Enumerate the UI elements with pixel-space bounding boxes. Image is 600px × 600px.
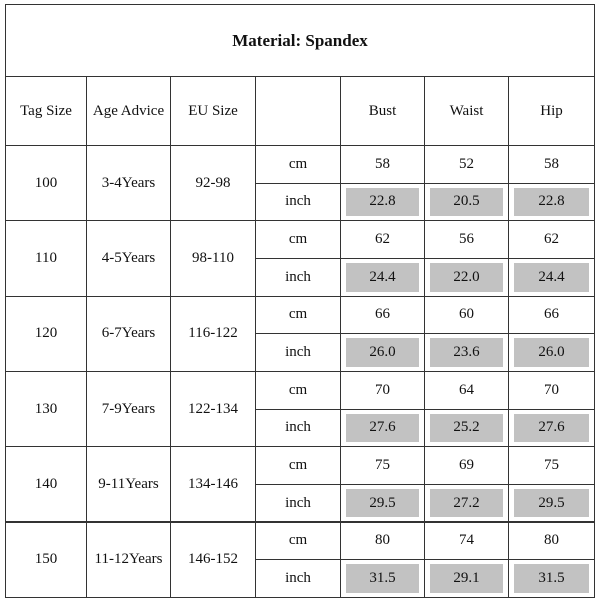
row-3-unit-inch-text: inch bbox=[285, 419, 311, 436]
row-1-inch-hip bbox=[508, 258, 595, 297]
row-1-unit-cm-text: cm bbox=[288, 231, 308, 248]
row-3-age-advice-text: 7-9Years bbox=[101, 400, 156, 417]
row-3-unit-inch bbox=[255, 409, 341, 448]
row-5-cm-bust bbox=[340, 522, 425, 561]
row-3-cm-waist bbox=[424, 371, 509, 410]
row-4-unit-cm-text: cm bbox=[288, 457, 308, 473]
row-0-tag-size bbox=[5, 145, 87, 221]
row-1-cm-waist bbox=[424, 220, 509, 259]
row-2-age-advice bbox=[86, 296, 171, 372]
header-waist bbox=[424, 76, 509, 146]
row-1-cm-waist-text: 56 bbox=[459, 231, 474, 248]
inch-value-text: 24.4 bbox=[538, 268, 565, 285]
row-4-age-advice-text: 9-11Years bbox=[98, 475, 159, 492]
row-0-eu-size-text: 92-98 bbox=[195, 174, 231, 191]
table-title-text: Material: Spandex bbox=[232, 30, 368, 50]
row-0-inch-hip bbox=[508, 183, 595, 222]
row-1-age-advice bbox=[86, 220, 171, 296]
header-hip bbox=[508, 76, 595, 146]
inch-value-text: 22.8 bbox=[538, 193, 565, 210]
row-2-cm-waist bbox=[424, 296, 509, 335]
inch-value-text: 29.5 bbox=[538, 494, 565, 511]
row-1-unit-inch bbox=[255, 258, 341, 297]
row-0-tag-size-text: 100 bbox=[34, 174, 58, 191]
row-3-eu-size-text: 122-134 bbox=[188, 400, 238, 417]
row-0-eu-size bbox=[170, 145, 256, 221]
row-0-inch-waist bbox=[424, 183, 509, 222]
row-2-unit-inch bbox=[255, 333, 341, 372]
row-1-inch-waist bbox=[424, 258, 509, 297]
row-4-unit-inch-text: inch bbox=[285, 494, 311, 511]
row-4-inch-waist bbox=[424, 484, 509, 523]
row-1-age-advice-text: 4-5Years bbox=[101, 249, 156, 266]
row-4-cm-bust-text: 75 bbox=[375, 457, 390, 473]
header-age-advice-text: Age Advice bbox=[92, 102, 165, 119]
row-2-cm-hip bbox=[508, 296, 595, 335]
row-2-cm-bust bbox=[340, 296, 425, 335]
header-bust bbox=[340, 76, 425, 146]
row-1-tag-size-text: 110 bbox=[35, 249, 57, 266]
row-3-cm-hip bbox=[508, 371, 595, 410]
row-4-unit-cm bbox=[255, 446, 341, 485]
header-unit bbox=[255, 76, 341, 146]
row-4-tag-size bbox=[5, 446, 87, 522]
row-0-cm-hip bbox=[508, 145, 595, 184]
row-5-cm-hip-text: 80 bbox=[544, 532, 559, 549]
inch-value-text: 26.0 bbox=[538, 344, 565, 361]
row-2-cm-bust-text: 66 bbox=[375, 306, 390, 323]
row-5-unit-inch-text: inch bbox=[285, 569, 311, 586]
row-2-unit-cm bbox=[255, 296, 341, 335]
row-3-unit-cm-text: cm bbox=[288, 381, 308, 398]
row-2-tag-size-text: 120 bbox=[34, 325, 58, 342]
row-5-cm-waist-text: 74 bbox=[459, 532, 474, 549]
row-2-unit-cm-text: cm bbox=[288, 306, 308, 323]
row-5-tag-size-text: 150 bbox=[34, 551, 58, 568]
row-0-inch-bust bbox=[340, 183, 425, 222]
row-3-tag-size-text: 130 bbox=[34, 400, 58, 417]
row-5-inch-hip bbox=[508, 559, 595, 598]
row-4-cm-bust bbox=[340, 446, 425, 485]
row-0-unit-cm-text: cm bbox=[288, 155, 308, 172]
row-1-unit-inch-text: inch bbox=[285, 268, 311, 285]
inch-value-text: 27.2 bbox=[453, 494, 480, 511]
row-1-inch-bust bbox=[340, 258, 425, 297]
header-hip-text: Hip bbox=[540, 102, 563, 119]
inch-value-text: 23.6 bbox=[453, 344, 480, 361]
row-4-cm-hip-text: 75 bbox=[544, 457, 559, 473]
inch-value-text: 22.0 bbox=[453, 268, 480, 285]
row-4-age-advice bbox=[86, 446, 171, 522]
row-4-unit-inch bbox=[255, 484, 341, 523]
row-3-inch-bust bbox=[340, 409, 425, 448]
inch-value-text: 31.5 bbox=[369, 569, 396, 586]
inch-value-text: 29.5 bbox=[369, 494, 396, 511]
row-2-cm-hip-text: 66 bbox=[544, 306, 559, 323]
row-4-tag-size-text: 140 bbox=[34, 475, 58, 492]
row-3-age-advice bbox=[86, 371, 171, 447]
row-5-age-advice bbox=[86, 522, 171, 598]
row-2-age-advice-text: 6-7Years bbox=[101, 325, 156, 342]
row-4-cm-waist bbox=[424, 446, 509, 485]
row-0-cm-waist bbox=[424, 145, 509, 184]
row-0-age-advice-text: 3-4Years bbox=[101, 174, 156, 191]
row-1-cm-bust-text: 62 bbox=[375, 231, 390, 248]
row-4-inch-bust bbox=[340, 484, 425, 523]
header-bust-text: Bust bbox=[368, 102, 397, 119]
row-2-tag-size bbox=[5, 296, 87, 372]
table-title bbox=[5, 4, 595, 77]
row-0-age-advice bbox=[86, 145, 171, 221]
inch-value-text: 31.5 bbox=[538, 569, 565, 586]
header-tag-size bbox=[5, 76, 87, 146]
row-1-eu-size-text: 98-110 bbox=[192, 249, 234, 266]
row-0-cm-waist-text: 52 bbox=[459, 155, 474, 172]
size-chart-table bbox=[5, 4, 595, 597]
row-1-eu-size bbox=[170, 220, 256, 296]
row-3-cm-bust bbox=[340, 371, 425, 410]
row-2-inch-waist bbox=[424, 333, 509, 372]
row-5-cm-bust-text: 80 bbox=[375, 532, 390, 549]
header-eu-size bbox=[170, 76, 256, 146]
row-5-cm-hip bbox=[508, 522, 595, 561]
row-4-inch-hip bbox=[508, 484, 595, 523]
row-3-tag-size bbox=[5, 371, 87, 447]
row-0-unit-inch-text: inch bbox=[285, 193, 311, 210]
inch-value-text: 20.5 bbox=[453, 193, 480, 210]
row-1-cm-hip-text: 62 bbox=[544, 231, 559, 248]
row-2-inch-bust bbox=[340, 333, 425, 372]
row-2-cm-waist-text: 60 bbox=[459, 306, 474, 323]
header-eu-size-text: EU Size bbox=[188, 102, 238, 119]
row-3-eu-size bbox=[170, 371, 256, 447]
row-3-inch-hip bbox=[508, 409, 595, 448]
row-5-unit-cm bbox=[255, 522, 341, 561]
inch-value-text: 24.4 bbox=[369, 268, 396, 285]
row-3-cm-hip-text: 70 bbox=[544, 381, 559, 398]
row-3-cm-bust-text: 70 bbox=[375, 381, 390, 398]
row-5-eu-size bbox=[170, 522, 256, 598]
inch-value-text: 29.1 bbox=[453, 569, 480, 586]
row-1-cm-hip bbox=[508, 220, 595, 259]
row-5-unit-inch bbox=[255, 559, 341, 598]
row-4-eu-size bbox=[170, 446, 256, 522]
inch-value-text: 25.2 bbox=[453, 419, 480, 436]
header-tag-size-text: Tag Size bbox=[20, 102, 72, 119]
row-2-unit-inch-text: inch bbox=[285, 344, 311, 361]
row-3-unit-cm bbox=[255, 371, 341, 410]
header-age-advice bbox=[86, 76, 171, 146]
header-waist-text: Waist bbox=[449, 102, 484, 119]
row-4-eu-size-text: 134-146 bbox=[188, 475, 238, 492]
row-5-unit-cm-text: cm bbox=[288, 532, 308, 549]
row-2-eu-size-text: 116-122 bbox=[188, 325, 238, 342]
row-5-inch-waist bbox=[424, 559, 509, 598]
row-1-tag-size bbox=[5, 220, 87, 296]
inch-value-text: 27.6 bbox=[369, 419, 396, 436]
inch-value-text: 26.0 bbox=[369, 344, 396, 361]
row-2-inch-hip bbox=[508, 333, 595, 372]
row-3-inch-waist bbox=[424, 409, 509, 448]
row-5-cm-waist bbox=[424, 522, 509, 561]
row-0-cm-bust-text: 58 bbox=[375, 155, 390, 172]
row-3-cm-waist-text: 64 bbox=[459, 381, 474, 398]
row-1-unit-cm bbox=[255, 220, 341, 259]
row-5-eu-size-text: 146-152 bbox=[188, 551, 238, 568]
row-2-eu-size bbox=[170, 296, 256, 372]
row-0-cm-hip-text: 58 bbox=[544, 155, 559, 172]
inch-value-text: 27.6 bbox=[538, 419, 565, 436]
row-0-unit-cm bbox=[255, 145, 341, 184]
row-4-cm-hip bbox=[508, 446, 595, 485]
row-0-cm-bust bbox=[340, 145, 425, 184]
row-0-unit-inch bbox=[255, 183, 341, 222]
row-5-tag-size bbox=[5, 522, 87, 598]
inch-value-text: 22.8 bbox=[369, 193, 396, 210]
row-4-cm-waist-text: 69 bbox=[459, 457, 474, 473]
row-1-cm-bust bbox=[340, 220, 425, 259]
row-5-age-advice-text: 11-12Years bbox=[94, 551, 163, 568]
row-5-inch-bust bbox=[340, 559, 425, 598]
